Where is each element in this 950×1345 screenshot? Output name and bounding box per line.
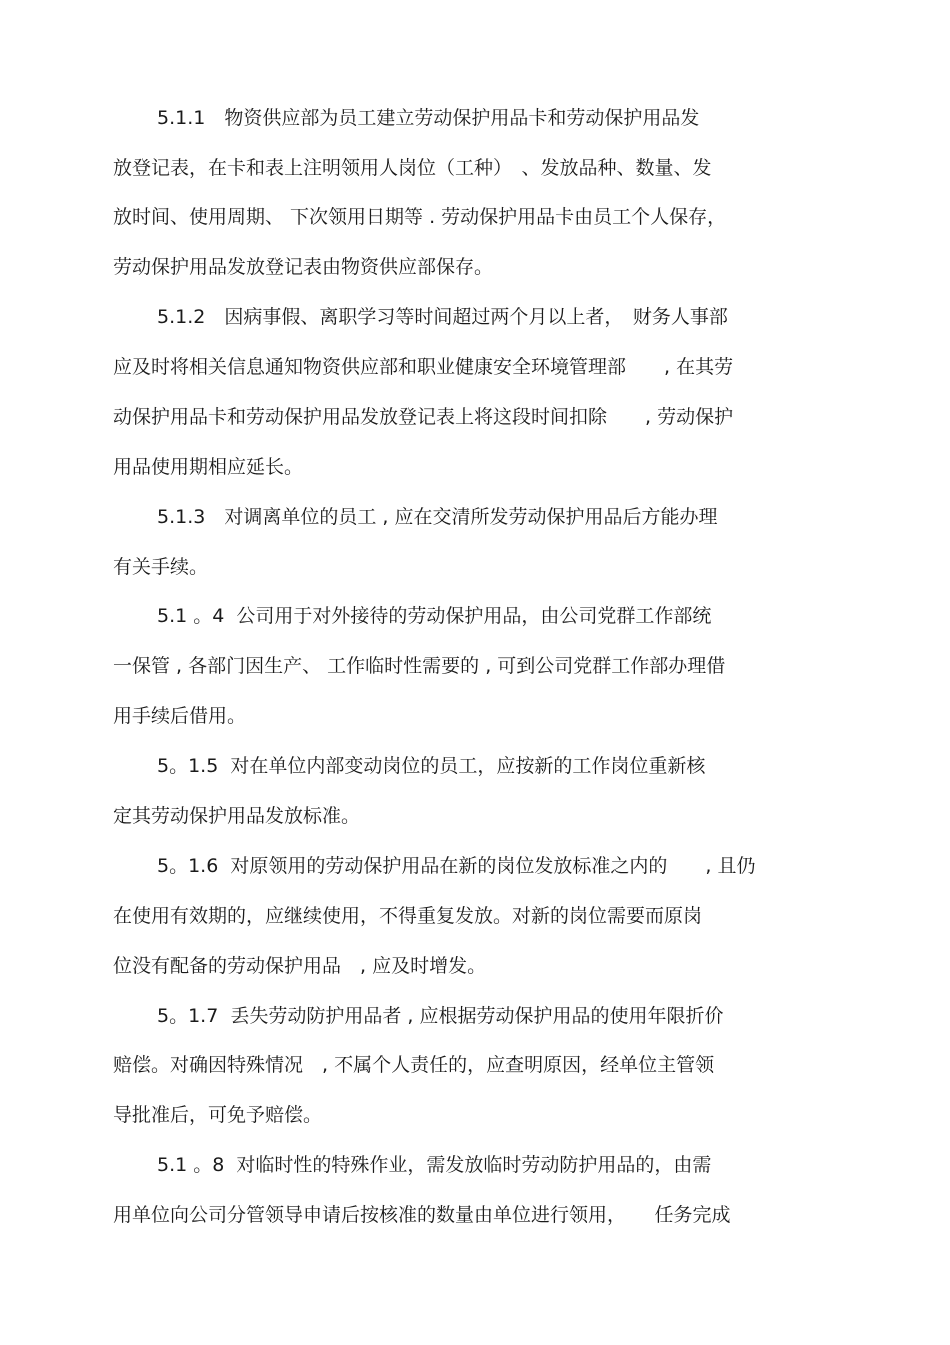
para-5-1-2-line-4: 用品使用期相应延长。 [113, 456, 304, 478]
para-5-1-7-line-3: 导批准后，可免予赔偿。 [113, 1104, 323, 1126]
para-5-1-6-line-3: 位没有配备的劳动保护用品 , 应及时增发。 [113, 955, 487, 977]
para-5-1-3-line-1: 5.1.3 对调离单位的员工 , 应在交清所发劳动保护用品后方能办理 [157, 506, 718, 528]
para-5-1-4-line-2: 一保管 , 各部门因生产、 工作临时性需要的 , 可到公司党群工作部办理借 [113, 655, 726, 677]
para-5-1-2-line-1: 5.1.2 因病事假、离职学习等时间超过两个月以上者， 财务人事部 [157, 306, 728, 328]
para-5-1-2-line-2: 应及时将相关信息通知物资供应部和职业健康安全环境管理部 , 在其劳 [113, 356, 734, 378]
para-5-1-6-line-1: 5。1.6 对原领用的劳动保护用品在新的岗位发放标准之内的 , 且仍 [157, 855, 756, 877]
para-5-1-3-line-2: 有关手续。 [113, 556, 209, 578]
para-5-1-1-line-4: 劳动保护用品发放登记表由物资供应部保存。 [113, 256, 494, 278]
para-5-1-8-line-2: 用单位向公司分管领导申请后按核准的数量由单位进行领用， 任务完成 [113, 1204, 731, 1226]
para-5-1-1-line-3: 放时间、使用周期、 下次领用日期等 . 劳动保护用品卡由员工个人保存， [113, 206, 727, 228]
para-5-1-7-line-2: 赔偿。对确因特殊情况 , 不属个人责任的，应查明原因，经单位主管领 [113, 1054, 715, 1076]
para-5-1-6-line-2: 在使用有效期的，应继续使用，不得重复发放。对新的岗位需要而原岗 [113, 905, 703, 927]
para-5-1-1-line-1: 5.1.1 物资供应部为员工建立劳动保护用品卡和劳动保护用品发 [157, 107, 700, 129]
para-5-1-4-line-1: 5.1 。4 公司用于对外接待的劳动保护用品，由公司党群工作部统 [157, 605, 712, 627]
para-5-1-5-line-2: 定其劳动保护用品发放标准。 [113, 805, 361, 827]
para-5-1-7-line-1: 5。1.7 丢失劳动防护用品者 , 应根据劳动保护用品的使用年限折价 [157, 1005, 724, 1027]
para-5-1-2-line-3: 动保护用品卡和劳动保护用品发放登记表上将这段时间扣除 , 劳动保护 [113, 406, 734, 428]
para-5-1-8-line-1: 5.1 。8 对临时性的特殊作业，需发放临时劳动防护用品的，由需 [157, 1154, 712, 1176]
para-5-1-1-line-2: 放登记表，在卡和表上注明领用人岗位（工种） 、发放品种、数量、发 [113, 157, 712, 179]
para-5-1-5-line-1: 5。1.5 对在单位内部变动岗位的员工，应按新的工作岗位重新核 [157, 755, 706, 777]
para-5-1-4-line-3: 用手续后借用。 [113, 705, 247, 727]
